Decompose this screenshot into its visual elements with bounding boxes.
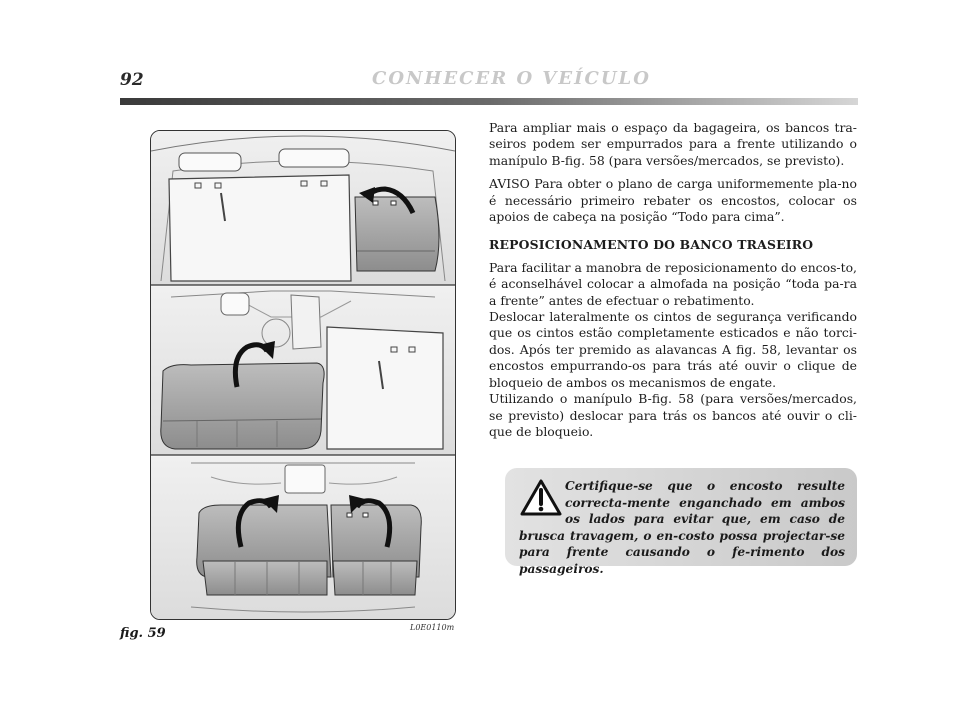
body-text-column (489, 120, 857, 440)
paragraph-3: Para facilitar a manobra de reposicionamento do encos-to, é aconselhável colocar a almofada na posição “toda pa-ra a frente” antes de efectuar o rebatimento. (489, 259, 857, 308)
figure-illustration (150, 130, 456, 620)
warning-box (505, 468, 857, 576)
paragraph-1: Para ampliar mais o espaço da bagageira, os bancos tra-seiros podem ser empurrados para a frente utilizando o manípulo B-fig. 58 (para versões/mercados, se previsto). (489, 120, 857, 168)
figure-panel-1 (151, 131, 455, 285)
paragraph-2: AVISO Para obter o plano de carga uniformemente pla-no é necessário primeiro rebater os encostos, colocar os apoios de cabeça na posição “Todo para cima”. (489, 176, 857, 225)
paragraph-4: Deslocar lateralmente os cintos de segurança verificando que os cintos estão completamente esticados e não torci-dos. Após ter premido as alavancas A fig. 58, levantar os encostos empurrando-os para trás até ouvir o clique de bloqueio de ambos os mecanismos de engate. (489, 309, 857, 390)
figure-panel-2 (151, 287, 455, 455)
warning-triangle-icon (519, 478, 563, 518)
figure-caption: fig. 59 (120, 626, 166, 641)
running-head: CONHECER O VEÍCULO (372, 68, 651, 89)
paragraph-5: Utilizando o manípulo B-fig. 58 (para versões/mercados, se previsto) deslocar para trás os bancos até ouvir o cli-que de bloqueio. (489, 391, 857, 439)
warning-text-wrap (519, 478, 845, 578)
figure-panel-3 (151, 457, 455, 619)
page-number: 92 (120, 70, 144, 90)
header-rule (120, 98, 858, 105)
warning-text: Certifique-se que o encosto resulte correcta-mente enganchado em ambos os lados para evitar que, em caso de brusca travagem, o en-costo possa projectar-se para frente causando o fe-rimento dos passageiros. (519, 479, 845, 576)
figure-code: L0E0110m (410, 623, 455, 632)
section-heading: REPOSICIONAMENTO DO BANCO TRASEIRO (489, 237, 814, 253)
